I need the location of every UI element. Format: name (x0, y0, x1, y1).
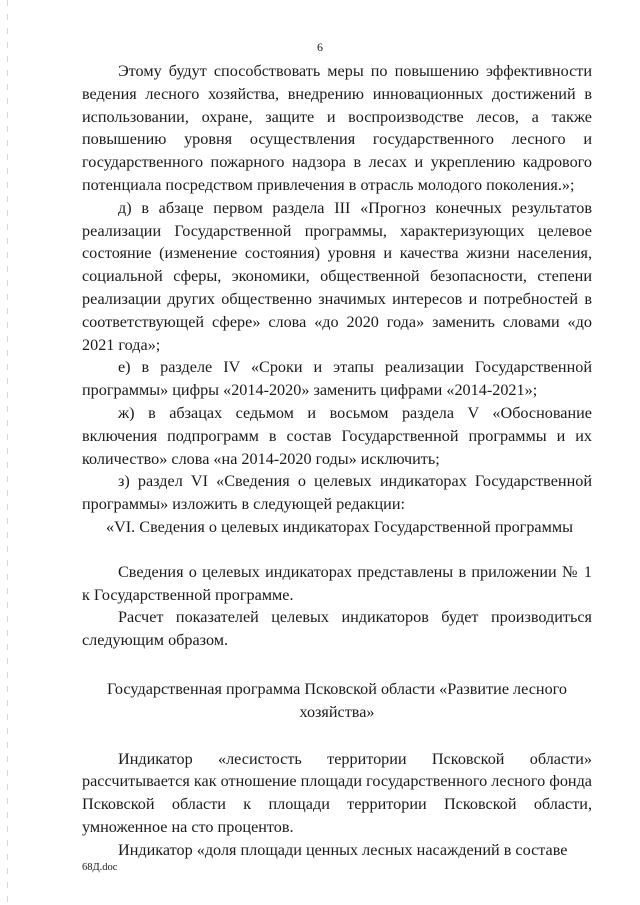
paragraph-calculation: Расчет показателей целевых индикаторов будет производиться следующим образом. (82, 608, 592, 650)
spacer (82, 539, 592, 561)
program-title-line-1: Государственная программа Псковской области «Развитие лесного (107, 679, 567, 698)
paragraph-indicators-info: Сведения о целевых индикаторах представлены в приложении № 1 к Государственной программе. (82, 562, 592, 604)
paragraph-measures: Этому будут способствовать меры по повышению эффективности ведения лесного хозяйства, внедрению инновационных достижений в использовании, охране, защите и воспроизводстве лесов, а также повышению уровня осуществления государственного лесного и государственного пожарного надзора в лесах и укреплению кадрового потенциала посредством привлечения в отрасль молодого поколения.»; (82, 62, 592, 194)
document-body (82, 60, 592, 862)
footer-filename: 68Д.doc (82, 862, 118, 873)
paragraph-indicator-valuable-stands: Индикатор «доля площади ценных лесных насаждений в составе (118, 840, 568, 859)
page-number: 6 (317, 40, 323, 54)
paragraph-item-d: д) в абзаце первом раздела III «Прогноз конечных результатов реализации Государственной программы, характеризующих целевое состояние (изменение состояния) уровня и качества жизни населения, социальной сферы, экономики, общественной безопасности, степени реализации других общественно значимых интересов и потребностей в соответствующей сфере» слова «до 2020 года» заменить словами «до 2021 года»; (82, 198, 592, 354)
paragraph-item-z: з) раздел VI «Сведения о целевых индикаторах Государственной программы» изложить в следующей редакции: (82, 472, 592, 514)
program-title-line-2: хозяйства» (299, 702, 375, 721)
paragraph-indicator-forest-cover: Индикатор «лесистость территории Псковской области» рассчитывается как отношение площади государственного лесного фонда Псковской области к площади территории Псковской области, умноженное на сто процентов. (82, 749, 592, 836)
scan-edge (7, 0, 8, 905)
paragraph-item-zh: ж) в абзацах седьмом и восьмом раздела V «Обоснование включения подпрограмм в состав Государственной программы и их количество» слова «на 2014-2020 годы» исключить; (82, 403, 592, 468)
program-title (82, 678, 592, 724)
section-heading: «VI. Сведения о целевых индикаторах Государственной программы (106, 517, 573, 536)
paragraph-item-e: е) в разделе IV «Сроки и этапы реализации Государственной программы» цифры «2014-2020» заменить цифрами «2014-2021»; (82, 358, 592, 400)
